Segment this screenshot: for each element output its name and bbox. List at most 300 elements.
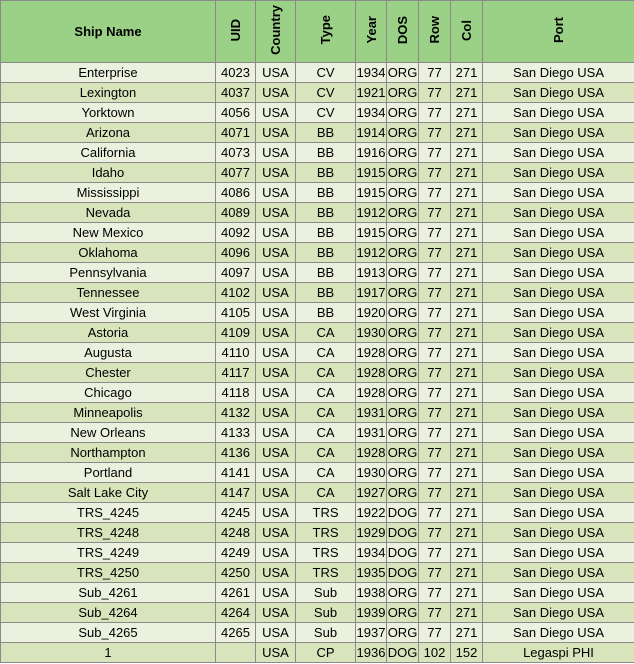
cell-year[interactable]: 1936 xyxy=(356,643,387,663)
cell-row[interactable]: 77 xyxy=(419,503,451,523)
cell-dos[interactable]: DOG xyxy=(387,543,419,563)
cell-ship-name[interactable]: TRS_4250 xyxy=(1,563,216,583)
cell-uid[interactable]: 4105 xyxy=(216,303,256,323)
cell-year[interactable]: 1930 xyxy=(356,323,387,343)
cell-ship-name[interactable]: Astoria xyxy=(1,323,216,343)
cell-country[interactable]: USA xyxy=(256,363,296,383)
cell-port[interactable]: San Diego USA xyxy=(483,343,634,363)
cell-ship-name[interactable]: Sub_4265 xyxy=(1,623,216,643)
cell-row[interactable]: 77 xyxy=(419,443,451,463)
cell-country[interactable]: USA xyxy=(256,463,296,483)
cell-ship-name[interactable]: Minneapolis xyxy=(1,403,216,423)
cell-year[interactable]: 1927 xyxy=(356,483,387,503)
cell-dos[interactable]: ORG xyxy=(387,463,419,483)
cell-dos[interactable]: ORG xyxy=(387,123,419,143)
cell-dos[interactable]: ORG xyxy=(387,323,419,343)
cell-uid[interactable]: 4141 xyxy=(216,463,256,483)
cell-type[interactable]: Sub xyxy=(296,583,356,603)
cell-port[interactable]: San Diego USA xyxy=(483,443,634,463)
cell-type[interactable]: TRS xyxy=(296,503,356,523)
cell-ship-name[interactable]: Nevada xyxy=(1,203,216,223)
cell-row[interactable]: 77 xyxy=(419,583,451,603)
cell-col[interactable]: 271 xyxy=(451,283,483,303)
table-row xyxy=(1,243,634,263)
cell-dos[interactable]: ORG xyxy=(387,183,419,203)
cell-year[interactable]: 1915 xyxy=(356,163,387,183)
cell-col[interactable]: 271 xyxy=(451,463,483,483)
cell-port[interactable]: San Diego USA xyxy=(483,323,634,343)
cell-country[interactable]: USA xyxy=(256,203,296,223)
cell-col[interactable]: 271 xyxy=(451,603,483,623)
cell-dos[interactable]: ORG xyxy=(387,83,419,103)
cell-col[interactable]: 271 xyxy=(451,183,483,203)
cell-uid[interactable]: 4261 xyxy=(216,583,256,603)
header-year[interactable] xyxy=(356,1,387,63)
cell-country[interactable]: USA xyxy=(256,343,296,363)
table-row xyxy=(1,603,634,623)
cell-type[interactable]: BB xyxy=(296,143,356,163)
cell-dos[interactable]: ORG xyxy=(387,623,419,643)
cell-col[interactable]: 271 xyxy=(451,303,483,323)
cell-year[interactable]: 1934 xyxy=(356,543,387,563)
cell-dos[interactable]: ORG xyxy=(387,283,419,303)
table-row xyxy=(1,383,634,403)
cell-port[interactable]: San Diego USA xyxy=(483,583,634,603)
cell-country[interactable]: USA xyxy=(256,223,296,243)
cell-port[interactable]: San Diego USA xyxy=(483,283,634,303)
cell-col[interactable]: 271 xyxy=(451,263,483,283)
cell-uid[interactable]: 4089 xyxy=(216,203,256,223)
cell-country[interactable]: USA xyxy=(256,443,296,463)
cell-country[interactable]: USA xyxy=(256,623,296,643)
cell-type[interactable]: CA xyxy=(296,383,356,403)
cell-col[interactable]: 271 xyxy=(451,483,483,503)
cell-year[interactable]: 1931 xyxy=(356,403,387,423)
cell-port[interactable]: San Diego USA xyxy=(483,423,634,443)
cell-dos[interactable]: DOG xyxy=(387,643,419,663)
cell-port[interactable]: San Diego USA xyxy=(483,263,634,283)
cell-col[interactable]: 271 xyxy=(451,543,483,563)
cell-dos[interactable]: ORG xyxy=(387,583,419,603)
cell-col[interactable]: 271 xyxy=(451,403,483,423)
cell-ship-name[interactable]: 1 xyxy=(1,643,216,663)
cell-year[interactable]: 1934 xyxy=(356,103,387,123)
cell-country[interactable]: USA xyxy=(256,403,296,423)
cell-dos[interactable]: ORG xyxy=(387,63,419,83)
cell-year[interactable]: 1914 xyxy=(356,123,387,143)
cell-country[interactable]: USA xyxy=(256,543,296,563)
table-row xyxy=(1,83,634,103)
header-uid-label: UID xyxy=(228,18,243,42)
cell-ship-name[interactable]: Tennessee xyxy=(1,283,216,303)
cell-port[interactable]: San Diego USA xyxy=(483,123,634,143)
cell-country[interactable]: USA xyxy=(256,483,296,503)
cell-col[interactable]: 271 xyxy=(451,503,483,523)
cell-port[interactable]: San Diego USA xyxy=(483,183,634,203)
cell-year[interactable]: 1931 xyxy=(356,423,387,443)
cell-port[interactable]: San Diego USA xyxy=(483,543,634,563)
cell-ship-name[interactable]: TRS_4249 xyxy=(1,543,216,563)
cell-country[interactable]: USA xyxy=(256,83,296,103)
cell-uid[interactable]: 4086 xyxy=(216,183,256,203)
cell-year[interactable]: 1928 xyxy=(356,443,387,463)
cell-row[interactable]: 77 xyxy=(419,263,451,283)
cell-type[interactable]: CV xyxy=(296,103,356,123)
cell-type[interactable]: BB xyxy=(296,263,356,283)
header-port[interactable] xyxy=(483,1,634,63)
cell-type[interactable]: CA xyxy=(296,443,356,463)
cell-country[interactable]: USA xyxy=(256,523,296,543)
cell-uid[interactable]: 4077 xyxy=(216,163,256,183)
cell-country[interactable]: USA xyxy=(256,143,296,163)
cell-country[interactable]: USA xyxy=(256,643,296,663)
cell-uid[interactable]: 4133 xyxy=(216,423,256,443)
cell-port[interactable]: San Diego USA xyxy=(483,383,634,403)
cell-row[interactable]: 77 xyxy=(419,243,451,263)
cell-dos[interactable]: ORG xyxy=(387,243,419,263)
cell-type[interactable]: BB xyxy=(296,303,356,323)
cell-dos[interactable]: ORG xyxy=(387,203,419,223)
header-uid[interactable] xyxy=(216,1,256,63)
cell-row[interactable]: 77 xyxy=(419,203,451,223)
cell-port[interactable]: Legaspi PHI xyxy=(483,643,634,663)
cell-ship-name[interactable]: Idaho xyxy=(1,163,216,183)
cell-type[interactable]: BB xyxy=(296,283,356,303)
cell-year[interactable]: 1922 xyxy=(356,503,387,523)
cell-uid[interactable]: 4109 xyxy=(216,323,256,343)
cell-col[interactable]: 271 xyxy=(451,423,483,443)
cell-row[interactable]: 77 xyxy=(419,163,451,183)
cell-dos[interactable]: ORG xyxy=(387,303,419,323)
cell-year[interactable]: 1912 xyxy=(356,243,387,263)
cell-uid[interactable]: 4102 xyxy=(216,283,256,303)
cell-year[interactable]: 1929 xyxy=(356,523,387,543)
cell-port[interactable]: San Diego USA xyxy=(483,623,634,643)
cell-row[interactable]: 77 xyxy=(419,483,451,503)
cell-uid[interactable]: 4056 xyxy=(216,103,256,123)
cell-type[interactable]: CP xyxy=(296,643,356,663)
cell-year[interactable]: 1915 xyxy=(356,223,387,243)
cell-type[interactable]: BB xyxy=(296,243,356,263)
cell-col[interactable]: 271 xyxy=(451,563,483,583)
header-dos[interactable] xyxy=(387,1,419,63)
cell-year[interactable]: 1938 xyxy=(356,583,387,603)
cell-type[interactable]: TRS xyxy=(296,543,356,563)
cell-port[interactable]: San Diego USA xyxy=(483,223,634,243)
cell-ship-name[interactable]: Chicago xyxy=(1,383,216,403)
cell-dos[interactable]: ORG xyxy=(387,163,419,183)
cell-row[interactable]: 77 xyxy=(419,623,451,643)
cell-year[interactable]: 1928 xyxy=(356,383,387,403)
cell-port[interactable]: San Diego USA xyxy=(483,63,634,83)
cell-port[interactable]: San Diego USA xyxy=(483,523,634,543)
cell-ship-name[interactable]: Enterprise xyxy=(1,63,216,83)
cell-ship-name[interactable]: Mississippi xyxy=(1,183,216,203)
cell-row[interactable]: 102 xyxy=(419,643,451,663)
cell-port[interactable]: San Diego USA xyxy=(483,163,634,183)
cell-col[interactable]: 271 xyxy=(451,223,483,243)
cell-dos[interactable]: ORG xyxy=(387,603,419,623)
cell-uid[interactable]: 4132 xyxy=(216,403,256,423)
cell-country[interactable]: USA xyxy=(256,323,296,343)
cell-row[interactable]: 77 xyxy=(419,603,451,623)
cell-col[interactable]: 271 xyxy=(451,83,483,103)
header-country[interactable] xyxy=(256,1,296,63)
cell-uid[interactable]: 4110 xyxy=(216,343,256,363)
cell-country[interactable]: USA xyxy=(256,163,296,183)
cell-year[interactable]: 1935 xyxy=(356,563,387,583)
cell-type[interactable]: BB xyxy=(296,163,356,183)
cell-uid[interactable]: 4248 xyxy=(216,523,256,543)
cell-year[interactable]: 1930 xyxy=(356,463,387,483)
cell-row[interactable]: 77 xyxy=(419,63,451,83)
cell-uid[interactable]: 4136 xyxy=(216,443,256,463)
cell-row[interactable]: 77 xyxy=(419,283,451,303)
cell-row[interactable]: 77 xyxy=(419,363,451,383)
cell-port[interactable]: San Diego USA xyxy=(483,403,634,423)
cell-col[interactable]: 271 xyxy=(451,243,483,263)
cell-country[interactable]: USA xyxy=(256,283,296,303)
cell-col[interactable]: 271 xyxy=(451,363,483,383)
cell-dos[interactable]: DOG xyxy=(387,523,419,543)
cell-dos[interactable]: ORG xyxy=(387,143,419,163)
cell-col[interactable]: 271 xyxy=(451,163,483,183)
cell-type[interactable]: CA xyxy=(296,343,356,363)
cell-country[interactable]: USA xyxy=(256,423,296,443)
cell-country[interactable]: USA xyxy=(256,563,296,583)
cell-col[interactable]: 271 xyxy=(451,203,483,223)
cell-year[interactable]: 1928 xyxy=(356,343,387,363)
cell-col[interactable]: 271 xyxy=(451,383,483,403)
cell-ship-name[interactable]: Pennsylvania xyxy=(1,263,216,283)
cell-type[interactable]: Sub xyxy=(296,623,356,643)
cell-type[interactable]: BB xyxy=(296,183,356,203)
cell-row[interactable]: 77 xyxy=(419,523,451,543)
cell-col[interactable]: 271 xyxy=(451,583,483,603)
header-type[interactable] xyxy=(296,1,356,63)
cell-row[interactable]: 77 xyxy=(419,463,451,483)
table-row xyxy=(1,363,634,383)
cell-ship-name[interactable]: Augusta xyxy=(1,343,216,363)
table-body xyxy=(1,63,634,663)
header-port-label: Port xyxy=(551,17,566,43)
cell-uid[interactable]: 4147 xyxy=(216,483,256,503)
cell-type[interactable]: TRS xyxy=(296,563,356,583)
cell-dos[interactable]: ORG xyxy=(387,223,419,243)
cell-port[interactable]: San Diego USA xyxy=(483,83,634,103)
cell-dos[interactable]: ORG xyxy=(387,443,419,463)
cell-country[interactable]: USA xyxy=(256,183,296,203)
cell-uid[interactable]: 4097 xyxy=(216,263,256,283)
cell-col[interactable]: 271 xyxy=(451,443,483,463)
cell-year[interactable]: 1917 xyxy=(356,283,387,303)
cell-uid[interactable]: 4037 xyxy=(216,83,256,103)
cell-type[interactable]: CA xyxy=(296,363,356,383)
table-row xyxy=(1,203,634,223)
cell-port[interactable]: San Diego USA xyxy=(483,503,634,523)
cell-port[interactable]: San Diego USA xyxy=(483,243,634,263)
cell-dos[interactable]: ORG xyxy=(387,403,419,423)
cell-col[interactable]: 271 xyxy=(451,63,483,83)
cell-ship-name[interactable]: Yorktown xyxy=(1,103,216,123)
header-dos-label: DOS xyxy=(395,15,410,45)
cell-year[interactable]: 1920 xyxy=(356,303,387,323)
cell-year[interactable]: 1916 xyxy=(356,143,387,163)
cell-port[interactable]: San Diego USA xyxy=(483,203,634,223)
cell-ship-name[interactable]: California xyxy=(1,143,216,163)
cell-ship-name[interactable]: Salt Lake City xyxy=(1,483,216,503)
cell-ship-name[interactable]: TRS_4245 xyxy=(1,503,216,523)
cell-country[interactable]: USA xyxy=(256,503,296,523)
cell-row[interactable]: 77 xyxy=(419,143,451,163)
cell-row[interactable]: 77 xyxy=(419,123,451,143)
cell-row[interactable]: 77 xyxy=(419,383,451,403)
table-row xyxy=(1,563,634,583)
table-row xyxy=(1,483,634,503)
cell-country[interactable]: USA xyxy=(256,63,296,83)
cell-type[interactable]: CA xyxy=(296,423,356,443)
cell-port[interactable]: San Diego USA xyxy=(483,483,634,503)
cell-type[interactable]: CV xyxy=(296,83,356,103)
cell-year[interactable]: 1921 xyxy=(356,83,387,103)
cell-row[interactable]: 77 xyxy=(419,323,451,343)
cell-col[interactable]: 271 xyxy=(451,623,483,643)
cell-col[interactable]: 271 xyxy=(451,343,483,363)
cell-dos[interactable]: ORG xyxy=(387,343,419,363)
cell-col[interactable]: 271 xyxy=(451,523,483,543)
cell-uid[interactable]: 4073 xyxy=(216,143,256,163)
cell-row[interactable]: 77 xyxy=(419,223,451,243)
cell-row[interactable]: 77 xyxy=(419,183,451,203)
cell-ship-name[interactable]: West Virginia xyxy=(1,303,216,323)
cell-dos[interactable]: ORG xyxy=(387,383,419,403)
cell-type[interactable]: BB xyxy=(296,203,356,223)
cell-uid[interactable]: 4250 xyxy=(216,563,256,583)
cell-type[interactable]: CA xyxy=(296,483,356,503)
cell-year[interactable]: 1937 xyxy=(356,623,387,643)
cell-ship-name[interactable]: Sub_4261 xyxy=(1,583,216,603)
cell-type[interactable]: BB xyxy=(296,223,356,243)
cell-row[interactable]: 77 xyxy=(419,423,451,443)
cell-type[interactable]: BB xyxy=(296,123,356,143)
cell-uid[interactable] xyxy=(216,643,256,663)
cell-dos[interactable]: ORG xyxy=(387,263,419,283)
cell-dos[interactable]: DOG xyxy=(387,503,419,523)
cell-col[interactable]: 271 xyxy=(451,123,483,143)
cell-country[interactable]: USA xyxy=(256,603,296,623)
cell-row[interactable]: 77 xyxy=(419,563,451,583)
cell-type[interactable]: Sub xyxy=(296,603,356,623)
cell-type[interactable]: CA xyxy=(296,323,356,343)
cell-country[interactable]: USA xyxy=(256,383,296,403)
cell-port[interactable]: San Diego USA xyxy=(483,303,634,323)
cell-ship-name[interactable]: Sub_4264 xyxy=(1,603,216,623)
cell-row[interactable]: 77 xyxy=(419,343,451,363)
cell-uid[interactable]: 4118 xyxy=(216,383,256,403)
cell-uid[interactable]: 4245 xyxy=(216,503,256,523)
cell-col[interactable]: 271 xyxy=(451,143,483,163)
cell-year[interactable]: 1934 xyxy=(356,63,387,83)
cell-year[interactable]: 1915 xyxy=(356,183,387,203)
cell-type[interactable]: CV xyxy=(296,63,356,83)
table-row xyxy=(1,463,634,483)
cell-dos[interactable]: ORG xyxy=(387,483,419,503)
cell-ship-name[interactable]: Oklahoma xyxy=(1,243,216,263)
cell-dos[interactable]: ORG xyxy=(387,423,419,443)
cell-type[interactable]: CA xyxy=(296,403,356,423)
cell-country[interactable]: USA xyxy=(256,123,296,143)
table-row xyxy=(1,623,634,643)
cell-row[interactable]: 77 xyxy=(419,83,451,103)
cell-dos[interactable]: ORG xyxy=(387,363,419,383)
cell-port[interactable]: San Diego USA xyxy=(483,103,634,123)
table-row xyxy=(1,503,634,523)
cell-country[interactable]: USA xyxy=(256,583,296,603)
header-ship-name[interactable]: Ship Name xyxy=(1,1,216,63)
cell-col[interactable]: 152 xyxy=(451,643,483,663)
cell-type[interactable]: TRS xyxy=(296,523,356,543)
cell-ship-name[interactable]: Portland xyxy=(1,463,216,483)
cell-row[interactable]: 77 xyxy=(419,303,451,323)
cell-dos[interactable]: DOG xyxy=(387,563,419,583)
cell-uid[interactable]: 4096 xyxy=(216,243,256,263)
header-country-label: Country xyxy=(268,5,283,55)
cell-uid[interactable]: 4249 xyxy=(216,543,256,563)
header-row[interactable] xyxy=(419,1,451,63)
cell-year[interactable]: 1912 xyxy=(356,203,387,223)
cell-year[interactable]: 1939 xyxy=(356,603,387,623)
table-row xyxy=(1,123,634,143)
cell-dos[interactable]: ORG xyxy=(387,103,419,123)
cell-ship-name[interactable]: New Mexico xyxy=(1,223,216,243)
cell-country[interactable]: USA xyxy=(256,243,296,263)
cell-port[interactable]: San Diego USA xyxy=(483,143,634,163)
cell-uid[interactable]: 4265 xyxy=(216,623,256,643)
table-row xyxy=(1,223,634,243)
cell-country[interactable]: USA xyxy=(256,303,296,323)
cell-uid[interactable]: 4092 xyxy=(216,223,256,243)
cell-uid[interactable]: 4023 xyxy=(216,63,256,83)
cell-port[interactable]: San Diego USA xyxy=(483,563,634,583)
cell-ship-name[interactable]: New Orleans xyxy=(1,423,216,443)
cell-port[interactable]: San Diego USA xyxy=(483,463,634,483)
cell-ship-name[interactable]: Chester xyxy=(1,363,216,383)
table-row xyxy=(1,263,634,283)
cell-ship-name[interactable]: Northampton xyxy=(1,443,216,463)
cell-type[interactable]: CA xyxy=(296,463,356,483)
cell-port[interactable]: San Diego USA xyxy=(483,603,634,623)
header-col[interactable] xyxy=(451,1,483,63)
cell-ship-name[interactable]: TRS_4248 xyxy=(1,523,216,543)
cell-col[interactable]: 271 xyxy=(451,103,483,123)
cell-ship-name[interactable]: Arizona xyxy=(1,123,216,143)
cell-uid[interactable]: 4117 xyxy=(216,363,256,383)
cell-uid[interactable]: 4264 xyxy=(216,603,256,623)
cell-year[interactable]: 1928 xyxy=(356,363,387,383)
cell-port[interactable]: San Diego USA xyxy=(483,363,634,383)
table-row xyxy=(1,143,634,163)
cell-country[interactable]: USA xyxy=(256,103,296,123)
cell-row[interactable]: 77 xyxy=(419,543,451,563)
table-row xyxy=(1,323,634,343)
cell-ship-name[interactable]: Lexington xyxy=(1,83,216,103)
cell-row[interactable]: 77 xyxy=(419,103,451,123)
cell-year[interactable]: 1913 xyxy=(356,263,387,283)
cell-row[interactable]: 77 xyxy=(419,403,451,423)
cell-uid[interactable]: 4071 xyxy=(216,123,256,143)
cell-country[interactable]: USA xyxy=(256,263,296,283)
cell-col[interactable]: 271 xyxy=(451,323,483,343)
